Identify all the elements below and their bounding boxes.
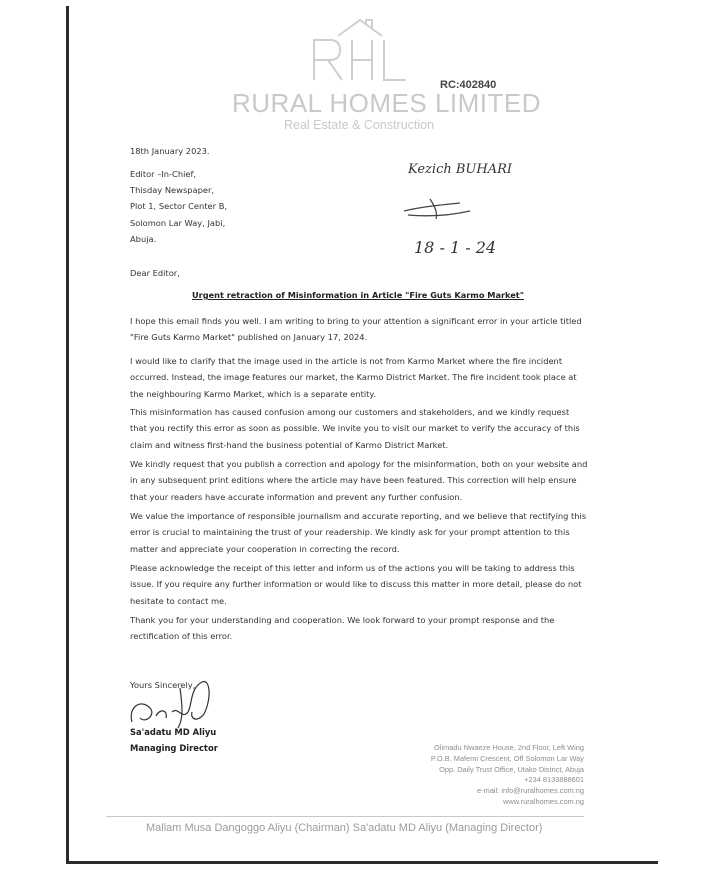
office-email: e-mail: info@ruralhomes.com.ng bbox=[477, 786, 584, 796]
office-address bbox=[384, 743, 584, 808]
office-address-line: P.O.B. Mafemi Crescent, Off Solomon Lar Way bbox=[430, 753, 584, 763]
address-line: Solomon Lar Way, Jabi, bbox=[130, 217, 226, 228]
signer-title: Managing Director bbox=[130, 743, 218, 753]
handwritten-receiver-name: Kezich BUHARI bbox=[408, 162, 513, 177]
office-address-line: Opp. Daily Trust Office, Utako District, Abuja bbox=[439, 764, 584, 774]
directors-line: Mallam Musa Dangoggo Aliyu (Chairman) Sa'adatu MD Aliyu (Managing Director) bbox=[146, 822, 543, 834]
paragraph: We value the importance of responsible journalism and accurate reporting, and we believe that rectifying this error is crucial to maintaining the trust of your readership. We kindly ask for your prompt attention to this matter and appreciate your cooperation in correcting the record. bbox=[130, 511, 587, 554]
company-logo bbox=[300, 16, 420, 86]
paragraph: I hope this email finds you well. I am writing to bring to your attention a significant error in your article titled "Fire Guts Karmo Market" published on January 17, 2024. bbox=[130, 316, 582, 343]
paragraph: Thank you for your understanding and cooperation. We look forward to your prompt response and the rectification of this error. bbox=[130, 615, 555, 642]
office-phone: +234 8133888601 bbox=[524, 775, 584, 785]
address-line: Plot 1, Sector Center B, bbox=[130, 201, 228, 212]
paragraph: This misinformation has caused confusion among our customers and stakeholders, and we kindly request that you rectify this error as soon as possible. We invite you to visit our market to verify the accuracy of this claim and witness first-hand the business potential of Karmo District Market. bbox=[130, 407, 580, 450]
salutation: Dear Editor, bbox=[130, 268, 180, 278]
recipient-address bbox=[130, 166, 227, 247]
address-line: Editor –In-Chief, bbox=[130, 169, 197, 179]
address-line: Abuja. bbox=[130, 233, 157, 244]
company-name: RURAL HOMES LIMITED bbox=[232, 88, 542, 118]
letter-date: 18th January 2023. bbox=[130, 146, 210, 156]
paragraph: I would like to clarify that the image used in the article is not from Karmo Market where the fire incident occurred. Instead, the image features our market, the Karmo District Market. The fire incident took place at the neighbouring Karmo Market, which is a separate entity. bbox=[130, 356, 577, 399]
page-edge-left bbox=[66, 6, 69, 864]
signer-name: Sa'adatu MD Aliyu bbox=[130, 727, 217, 737]
paragraph: We kindly request that you publish a correction and apology for the misinformation, both on your website and in any subsequent print editions where the article may have been featured. This correction will help ensure that your readers have accurate information and prevent any further confusion. bbox=[130, 459, 588, 502]
page-edge-bottom bbox=[66, 861, 658, 864]
footer-divider bbox=[106, 816, 584, 817]
paragraph: Please acknowledge the receipt of this letter and inform us of the actions you will be taking to address this issue. If you require any further information or would like to discuss this matter in more detail, please do not hesitate to contact me. bbox=[130, 563, 582, 606]
handwritten-date: 18 - 1 - 24 bbox=[414, 238, 497, 257]
signature bbox=[120, 668, 220, 730]
letter-subject: Urgent retraction of Misinformation in Article "Fire Guts Karmo Market" bbox=[192, 290, 524, 300]
signer-block bbox=[130, 724, 218, 756]
office-address-line: Olimadu Nwaeze House, 2nd Floor, Left Wing bbox=[434, 743, 584, 752]
address-line: Thisday Newspaper, bbox=[130, 185, 215, 196]
company-tagline: Real Estate & Construction bbox=[284, 118, 435, 132]
office-website: www.ruralhomes.com.ng bbox=[503, 796, 584, 806]
closing: Yours Sincerely, bbox=[130, 680, 196, 690]
handwritten-initials bbox=[400, 195, 492, 221]
rc-number: RC:402840 bbox=[440, 79, 497, 91]
